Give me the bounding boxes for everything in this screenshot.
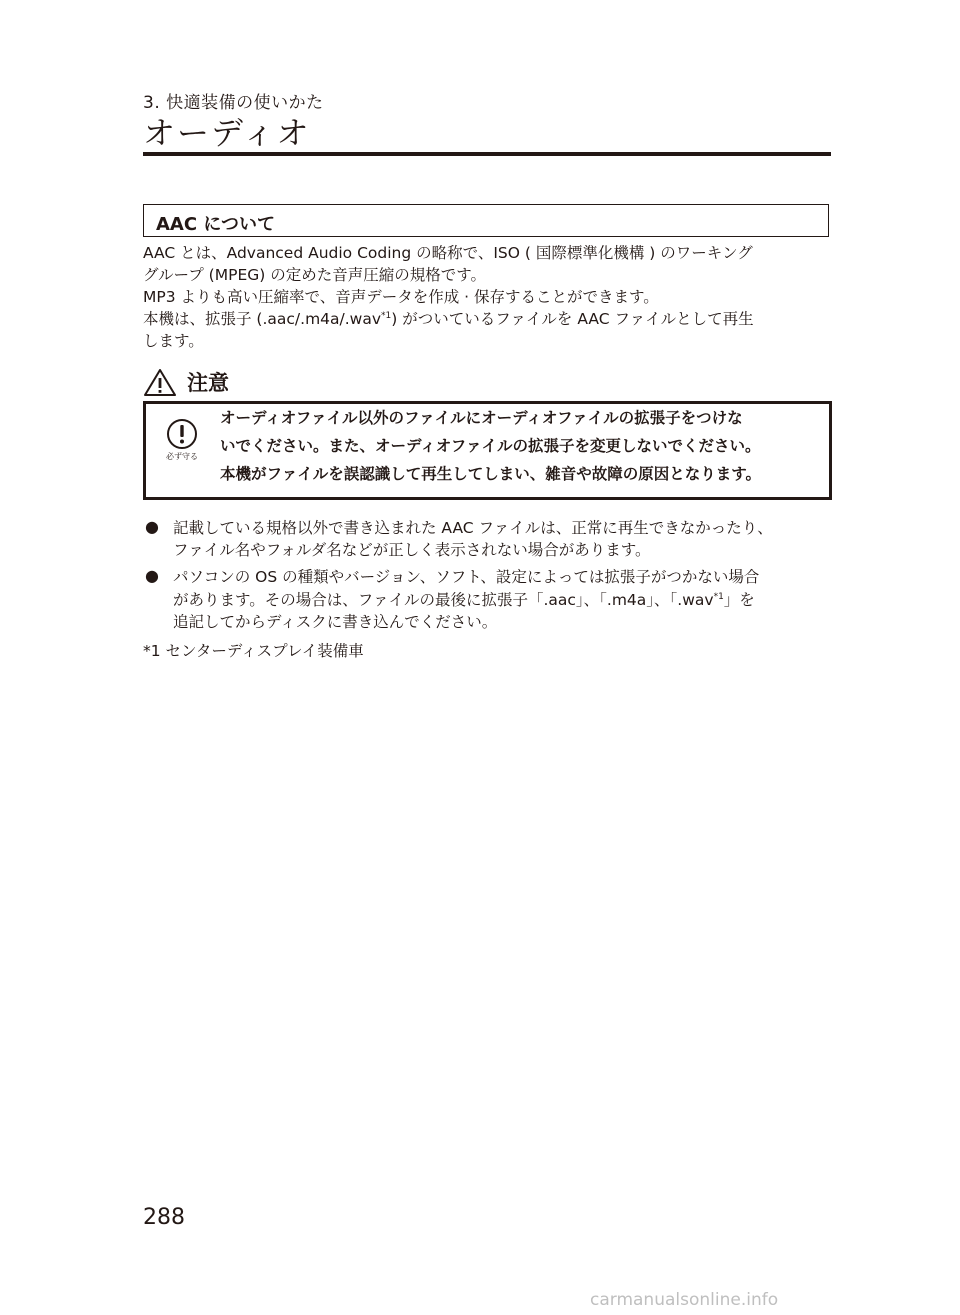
bullet-marker: ●: [145, 566, 159, 585]
paragraph-line: MP3 よりも高い圧縮率で、音声データを作成 · 保存することができます。: [143, 288, 659, 306]
footnote: *1 センターディスプレイ装備車: [143, 642, 364, 660]
must-follow-label: 必ず守る: [166, 452, 198, 461]
section-heading-box: [143, 204, 829, 237]
section-heading: AAC について: [156, 214, 275, 235]
bullet-marker: ●: [145, 517, 159, 536]
paragraph-line: AAC とは、Advanced Audio Coding の略称で、ISO ( 国際標準化機構 ) のワーキング: [143, 244, 753, 262]
caution-line: いでください。また、オーディオファイルの拡張子を変更しないでください。: [220, 437, 761, 455]
title-underline: [143, 152, 831, 156]
caution-line: 本機がファイルを誤認識して再生してしまい、雑音や故障の原因となります。: [220, 465, 761, 483]
warning-triangle-icon: [143, 367, 177, 397]
paragraph-line: [143, 309, 833, 330]
footnote-ref: *1: [713, 591, 724, 602]
caution-line: オーディオファイル以外のファイルにオーディオファイルの拡張子をつけな: [220, 409, 743, 427]
caution-heading: 注意: [187, 371, 229, 395]
caution-text: [220, 404, 761, 488]
page-number: 288: [143, 1205, 185, 1230]
watermark: carmanualsonline.info: [590, 1290, 779, 1310]
bullet-line: 追記してからディスクに書き込んでください。: [173, 613, 498, 631]
paragraph-text: ) がついているファイルを AAC ファイルとして再生: [391, 310, 754, 328]
chapter-label: 3. 快適装備の使いかた: [143, 93, 324, 113]
bullet-line: 記載している規格以外で書き込まれた AAC ファイルは、正常に再生できなかったり、: [173, 519, 773, 537]
page-title: オーディオ: [143, 114, 311, 152]
bullet-line: [173, 589, 755, 611]
bullet-line: パソコンの OS の種類やバージョン、ソフト、設定によっては拡張子がつかない場合: [173, 568, 760, 586]
paragraph-line: します。: [143, 332, 204, 350]
bullet-line: ファイル名やフォルダ名などが正しく表示されない場合があります。: [173, 541, 651, 559]
must-follow-icon: [166, 418, 198, 450]
paragraph-text: 本機は、拡張子 (.aac/.m4a/.wav: [143, 310, 382, 328]
bullet-text: 」を: [723, 591, 755, 609]
footnote-ref: *1: [381, 310, 392, 321]
bullet-text: があります。その場合は、ファイルの最後に拡張子「.aac」、「.m4a」、「.wav: [173, 591, 714, 609]
paragraph-line: グループ (MPEG) の定めた音声圧縮の規格です。: [143, 266, 486, 284]
